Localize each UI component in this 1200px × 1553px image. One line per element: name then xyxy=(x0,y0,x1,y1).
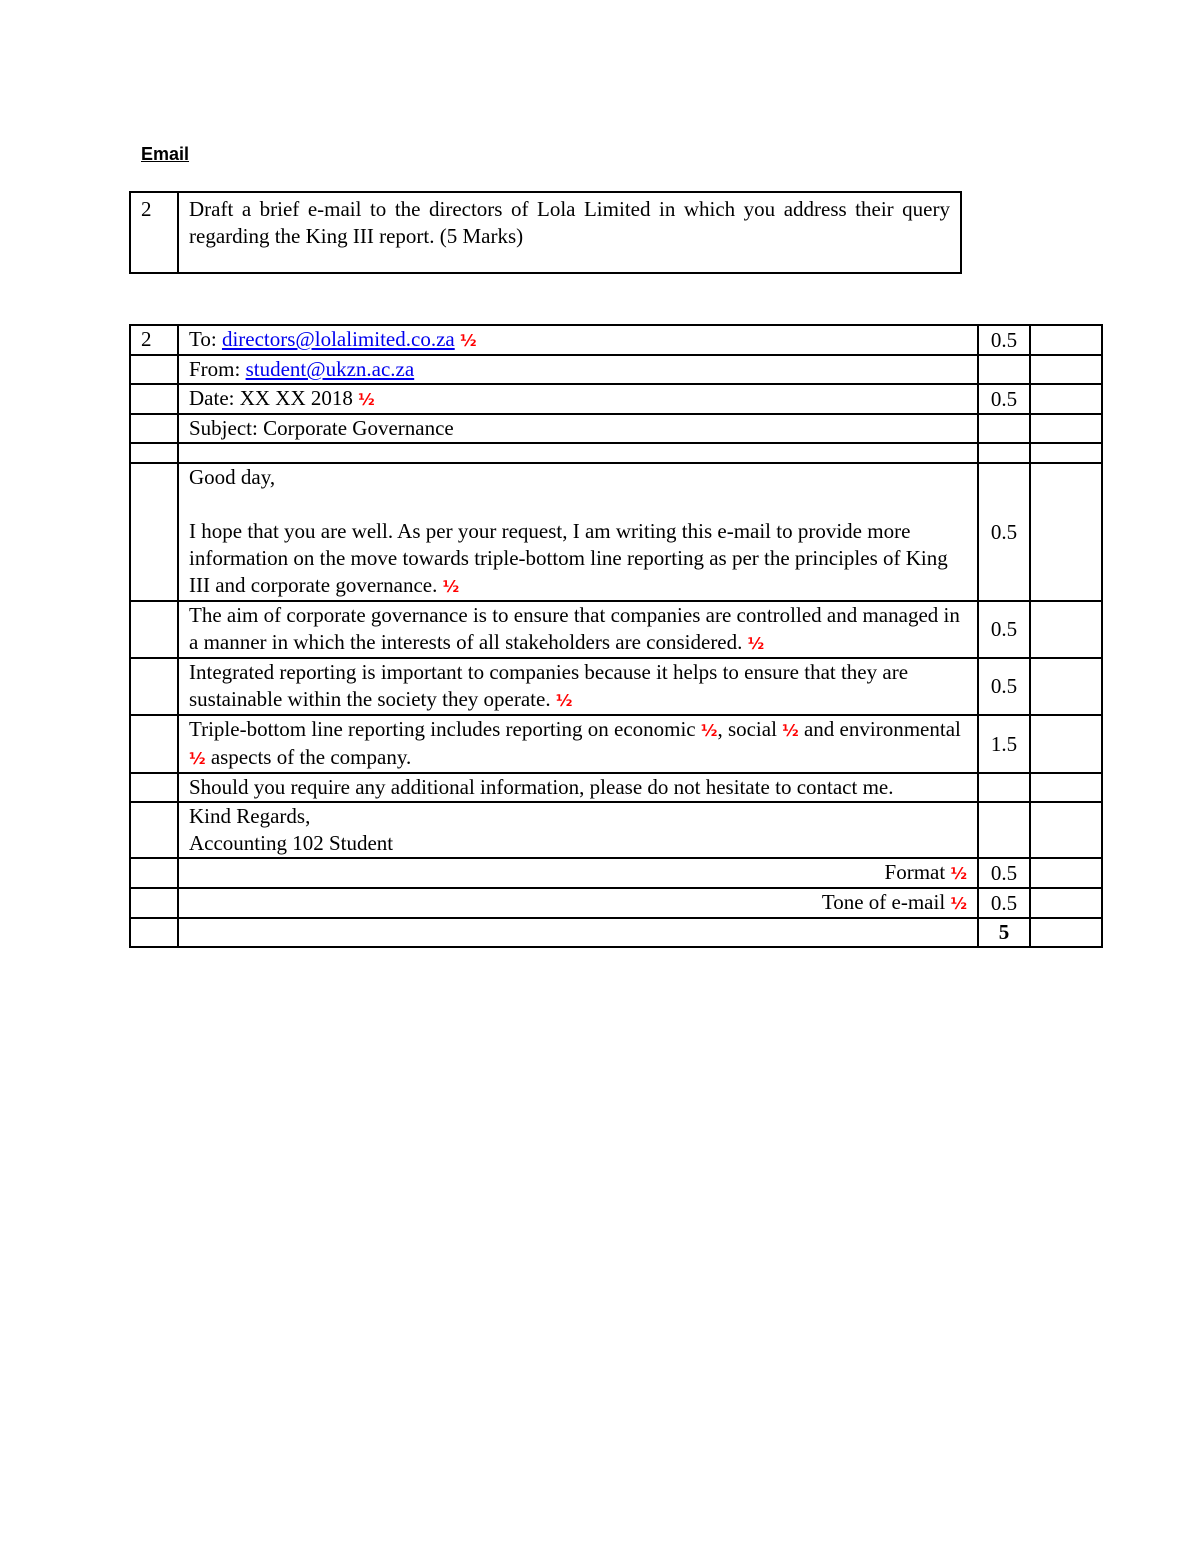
mark-cell xyxy=(978,773,1030,802)
table-row xyxy=(130,601,1102,658)
half-mark: ½ xyxy=(555,691,573,710)
mark-cell: 0.5 xyxy=(978,325,1030,355)
empty-cell xyxy=(1030,325,1102,355)
body-cell xyxy=(178,463,978,601)
empty-cell xyxy=(1030,773,1102,802)
empty-cell xyxy=(130,918,178,947)
half-mark: ½ xyxy=(459,331,477,350)
half-mark: ½ xyxy=(700,721,718,740)
empty-cell xyxy=(130,443,178,463)
paragraph: Triple-bottom line reporting includes reporting on economic ½, social ½ and environmental ½ aspects of the company. xyxy=(178,715,978,773)
half-mark: ½ xyxy=(782,721,799,740)
to-label: To: xyxy=(189,327,222,351)
empty-cell xyxy=(130,715,178,773)
from-email-link[interactable]: student@ukzn.ac.za xyxy=(245,357,415,381)
table-row xyxy=(130,888,1102,918)
empty-cell xyxy=(1030,918,1102,947)
mark-cell xyxy=(978,414,1030,443)
date-cell xyxy=(178,384,978,414)
empty-cell xyxy=(130,858,178,888)
to-email-link[interactable]: directors@lolalimited.co.za xyxy=(221,327,455,351)
empty-cell xyxy=(1030,414,1102,443)
signature: Accounting 102 Student xyxy=(189,831,394,855)
from-label: From: xyxy=(189,357,246,381)
mark-cell: 0.5 xyxy=(978,463,1030,601)
mark-cell xyxy=(978,802,1030,858)
paragraph: Integrated reporting is important to companies because it helps to ensure that they are sustainable within the society they operate. ½ xyxy=(178,658,978,715)
date-text: Date: XX XX 2018 xyxy=(189,386,359,410)
table-row xyxy=(130,802,1102,858)
empty-cell xyxy=(130,773,178,802)
empty-cell xyxy=(1030,658,1102,715)
paragraph: Should you require any additional information, please do not hesitate to contact me. xyxy=(178,773,978,802)
empty-cell xyxy=(1030,384,1102,414)
format-cell: Format ½ xyxy=(178,858,978,888)
section-heading: Email xyxy=(141,144,190,164)
paragraph: I hope that you are well. As per your request, I am writing this e-mail to provide more information on the move towards triple-bottom line reporting as per the principles of King III and corporate governance. ½ xyxy=(189,519,948,597)
subject-cell: Subject: Corporate Governance xyxy=(178,414,978,443)
empty-cell xyxy=(1030,802,1102,858)
mark-cell: 0.5 xyxy=(978,384,1030,414)
table-row xyxy=(130,715,1102,773)
half-mark: ½ xyxy=(747,634,765,653)
empty-cell xyxy=(130,384,178,414)
mark-cell: 1.5 xyxy=(978,715,1030,773)
empty-cell xyxy=(1030,355,1102,384)
question-row xyxy=(130,192,961,273)
half-mark: ½ xyxy=(358,390,375,409)
tone-cell: Tone of e-mail ½ xyxy=(178,888,978,918)
table-row xyxy=(130,773,1102,802)
empty-cell xyxy=(1030,715,1102,773)
total-mark: 5 xyxy=(978,918,1030,947)
empty-cell xyxy=(1030,463,1102,601)
empty-cell xyxy=(178,918,978,947)
memo-number: 2 xyxy=(130,325,178,355)
table-row xyxy=(130,463,1102,601)
empty-cell xyxy=(978,443,1030,463)
paragraph: The aim of corporate governance is to ensure that companies are controlled and managed in a manner in which the interests of all stakeholders are considered. ½ xyxy=(178,601,978,658)
table-row xyxy=(130,858,1102,888)
mark-cell: 0.5 xyxy=(978,658,1030,715)
empty-cell xyxy=(178,443,978,463)
table-row xyxy=(130,918,1102,947)
table-row xyxy=(130,384,1102,414)
table-row xyxy=(130,355,1102,384)
empty-cell xyxy=(1030,443,1102,463)
empty-cell xyxy=(130,601,178,658)
half-mark: ½ xyxy=(442,577,460,596)
empty-cell xyxy=(130,888,178,918)
table-row xyxy=(130,443,1102,463)
question-text: Draft a brief e-mail to the directors of Lola Limited in which you address their query regarding the King III report. (5 Marks) xyxy=(178,192,961,273)
to-cell xyxy=(178,325,978,355)
mark-cell: 0.5 xyxy=(978,858,1030,888)
half-mark: ½ xyxy=(950,894,967,913)
empty-cell xyxy=(130,463,178,601)
mark-cell: 0.5 xyxy=(978,601,1030,658)
question-number: 2 xyxy=(130,192,178,273)
empty-cell xyxy=(1030,888,1102,918)
empty-cell xyxy=(1030,858,1102,888)
table-row xyxy=(130,658,1102,715)
empty-cell xyxy=(1030,601,1102,658)
question-table xyxy=(129,191,962,274)
empty-cell xyxy=(130,658,178,715)
empty-cell xyxy=(130,355,178,384)
table-row xyxy=(130,414,1102,443)
memo-table xyxy=(129,324,1103,948)
closing-cell xyxy=(178,802,978,858)
from-cell xyxy=(178,355,978,384)
mark-cell xyxy=(978,355,1030,384)
empty-cell xyxy=(130,414,178,443)
half-mark: ½ xyxy=(189,749,206,768)
closing: Kind Regards, xyxy=(189,804,311,828)
empty-cell xyxy=(130,802,178,858)
half-mark: ½ xyxy=(950,864,967,883)
greeting: Good day, xyxy=(189,465,276,489)
table-row xyxy=(130,325,1102,355)
mark-cell: 0.5 xyxy=(978,888,1030,918)
